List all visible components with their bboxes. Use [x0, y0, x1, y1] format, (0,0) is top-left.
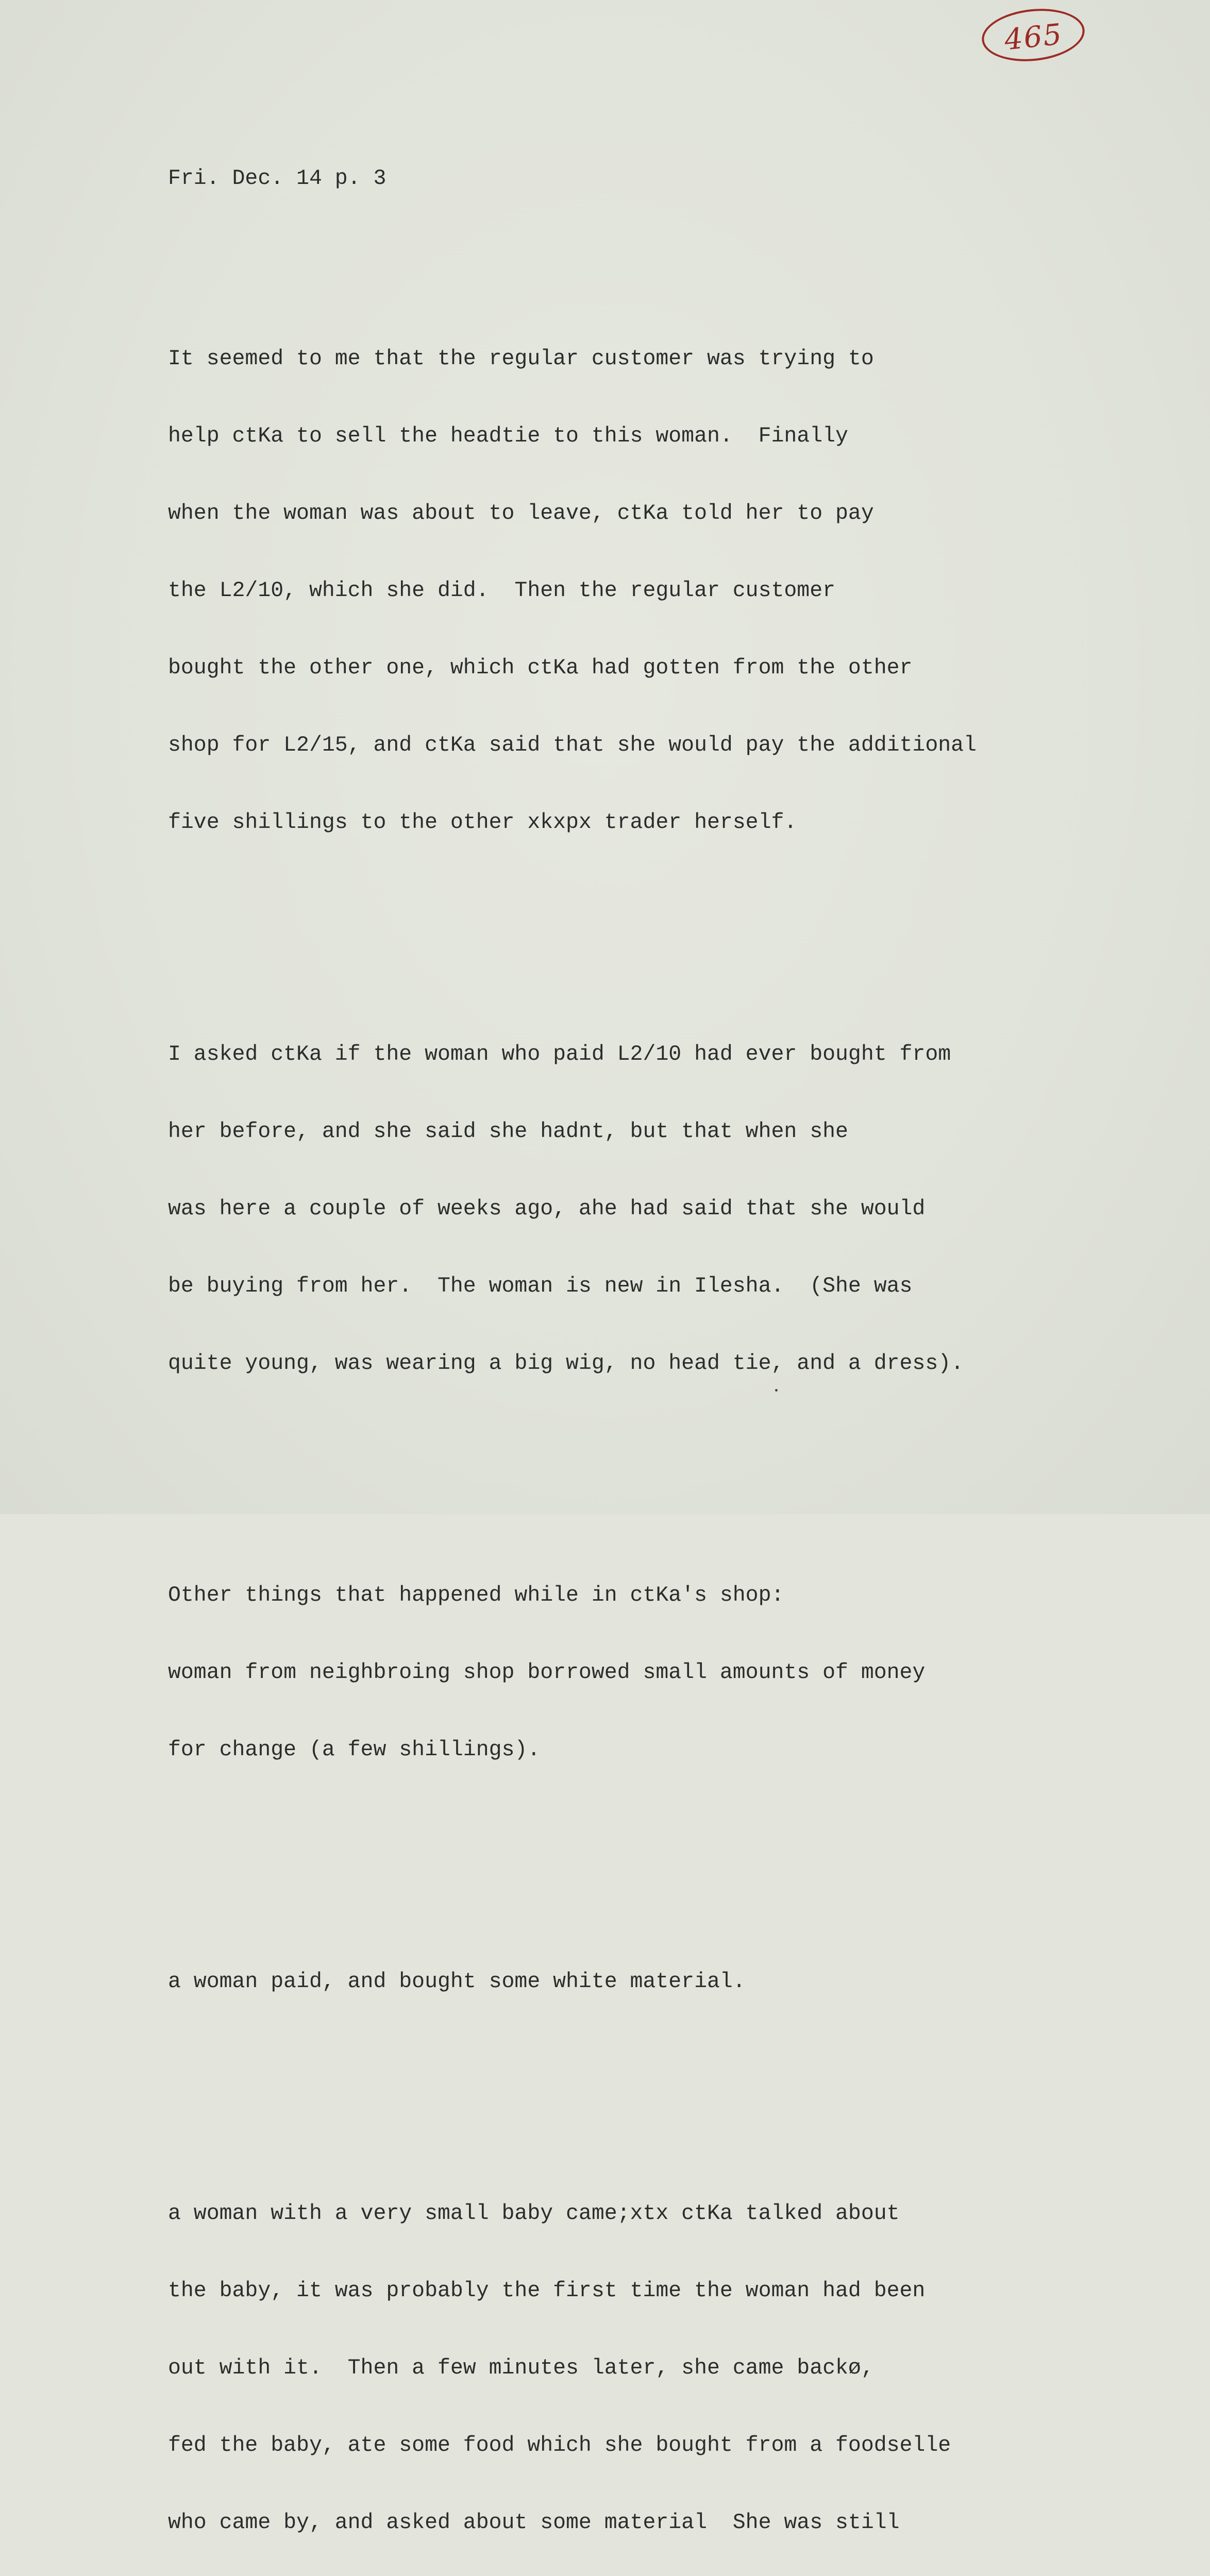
text-line: when the woman was about to leave, ctKa told her to pay	[168, 501, 874, 526]
text-line: help ctKa to sell the headtie to this woman. Finally	[168, 424, 848, 448]
text-line: a woman with a very small baby came;xtx ctKa talked about	[168, 2201, 900, 2226]
text-line: woman from neighbroing shop borrowed small amounts of money	[168, 1660, 926, 1685]
page-number-stamp	[979, 4, 1087, 66]
text-line: five shillings to the other xkxpx trader herself.	[168, 810, 797, 835]
page-header: Fri. Dec. 14 p. 3	[168, 166, 386, 191]
text-line: out with it. Then a few minutes later, she came backø,	[168, 2356, 874, 2380]
paragraph-5	[168, 2149, 1178, 2576]
text-line: shop for L2/15, and ctKa said that she would pay the additional	[168, 733, 977, 757]
text-line: bought the other one, which ctKa had gotten from the other	[168, 656, 913, 680]
text-line: for change (a few shillings).	[168, 1738, 541, 1762]
text-line: a woman paid, and bought some white material.	[168, 1970, 746, 1994]
text-line: her before, and she said she hadnt, but that when she	[168, 1120, 848, 1144]
ink-speck	[775, 1389, 778, 1392]
text-line: fed the baby, ate some food which she bought from a foodselle	[168, 2433, 951, 2458]
paragraph-4	[168, 1918, 1178, 2046]
paragraph-1	[168, 295, 1178, 887]
text-line: the L2/10, which she did. Then the regular customer	[168, 579, 836, 603]
text-line: was here a couple of weeks ago, ahe had said that she would	[168, 1197, 926, 1221]
text-line: quite young, was wearing a big wig, no head tie, and a dress).	[168, 1351, 964, 1376]
text-line: be buying from her. The woman is new in Ilesha. (She was	[168, 1274, 913, 1298]
paragraph-3	[168, 1531, 1178, 1815]
page-number: 465	[1002, 18, 1064, 57]
paragraph-2	[168, 990, 1178, 1428]
text-line: It seemed to me that the regular customer was trying to	[168, 347, 874, 371]
text-line: the baby, it was probably the first time the woman had been	[168, 2279, 926, 2303]
text-line: Other things that happened while in ctKa's shop:	[168, 1583, 784, 1607]
typed-text	[168, 114, 1178, 2576]
text-line: who came by, and asked about some material She was still	[168, 2511, 900, 2535]
text-line: I asked ctKa if the woman who paid L2/10 had ever bought from	[168, 1042, 951, 1066]
